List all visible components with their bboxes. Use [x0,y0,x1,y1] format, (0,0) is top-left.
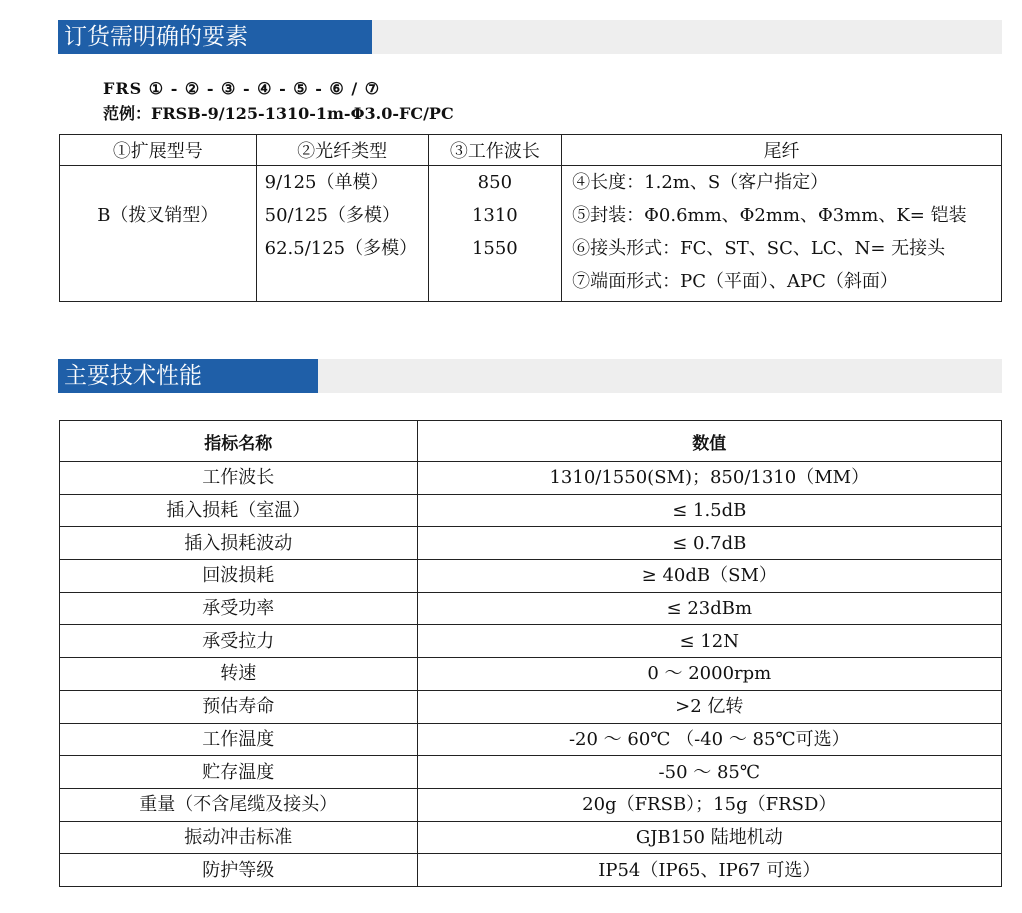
order-table-body-row [60,166,1002,302]
spec-row [60,690,1002,723]
order-model-cell [60,166,257,302]
spec-row-value: GJB150 陆地机动 [417,821,1001,854]
order-header-pigtail: 尾纤 [562,135,1002,166]
spec-row-value: ≤ 23dBm [417,592,1001,625]
spec-row-value: -50 ～ 85℃ [417,756,1001,789]
spec-row-value: -20 ～ 60℃ （-40 ～ 85℃可选） [417,723,1001,756]
order-header-fiber: ②光纤类型 [256,135,428,166]
pigtail-item: ⑤封装：Φ0.6mm、Φ2mm、Φ3mm、K= 铠装 [572,205,967,226]
spec-row-value: IP54（IP65、IP67 可选） [417,854,1001,887]
spec-header-value: 数值 [417,421,1001,462]
spec-row [60,723,1002,756]
pigtail-item: ⑥接头形式：FC、ST、SC、LC、N= 无接头 [572,238,946,259]
order-section-header [58,20,1002,54]
spec-row [60,854,1002,887]
order-code-example: 范例：FRSB-9/125-1310-1m-Φ3.0-FC/PC [103,104,454,123]
spec-row [60,788,1002,821]
spec-row-name: 工作温度 [60,723,418,756]
spec-row-value: ≤ 1.5dB [417,494,1001,527]
spec-row-name: 回波损耗 [60,560,418,593]
spec-row [60,592,1002,625]
spec-row-value: 0 ～ 2000rpm [417,658,1001,691]
spec-row-name: 工作波长 [60,462,418,495]
spec-row-value: ≤ 12N [417,625,1001,658]
spec-row [60,494,1002,527]
spec-row-name: 防护等级 [60,854,418,887]
pigtail-item: ④长度：1.2m、S（客户指定） [572,172,829,193]
spec-row-name: 重量（不含尾缆及接头） [60,788,418,821]
wavelength-item: 850 [477,172,513,193]
wavelength-item: 1550 [471,238,518,259]
fiber-type-item: 50/125（多模） [264,205,400,226]
spec-row-value: >2 亿转 [417,690,1001,723]
order-table-header-row [60,135,1002,166]
spec-table [59,420,1002,887]
spec-row [60,756,1002,789]
spec-row [60,527,1002,560]
spec-row-name: 承受功率 [60,592,418,625]
spec-header-name: 指标名称 [60,421,418,462]
spec-section-title: 主要技术性能 [58,359,318,393]
spec-section-header [58,359,1002,393]
pigtail-item: ⑦端面形式：PC（平面）、APC（斜面） [572,271,898,292]
order-pigtail-cell [562,166,1002,302]
order-header-wavelength: ③工作波长 [428,135,562,166]
order-fiber-cell [256,166,428,302]
spec-row-name: 预估寿命 [60,690,418,723]
spec-row-name: 转速 [60,658,418,691]
fiber-type-item: 9/125（单模） [264,172,389,193]
fiber-type-item: 62.5/125（多模） [264,238,418,259]
order-code-format: FRS ① - ② - ③ - ④ - ⑤ - ⑥ / ⑦ [103,79,381,98]
order-wavelength-cell [428,166,562,302]
spec-row-value: 20g（FRSB）；15g（FRSD） [417,788,1001,821]
order-section-title: 订货需明确的要素 [58,20,372,54]
spec-row [60,625,1002,658]
spec-row [60,821,1002,854]
spec-row-name: 贮存温度 [60,756,418,789]
spec-row-value: 1310/1550(SM)；850/1310（MM） [417,462,1001,495]
spec-row [60,560,1002,593]
spec-row-name: 插入损耗波动 [60,527,418,560]
spec-row [60,658,1002,691]
order-header-model: ①扩展型号 [60,135,257,166]
spec-row-value: ≤ 0.7dB [417,527,1001,560]
spec-row-name: 振动冲击标准 [60,821,418,854]
spec-row [60,462,1002,495]
wavelength-item: 1310 [471,205,518,226]
spec-row-value: ≥ 40dB（SM） [417,560,1001,593]
order-model-value: B（拨叉销型） [97,205,219,226]
spec-row-name: 承受拉力 [60,625,418,658]
spec-table-header-row [60,421,1002,462]
spec-row-name: 插入损耗（室温） [60,494,418,527]
order-table [59,134,1002,302]
